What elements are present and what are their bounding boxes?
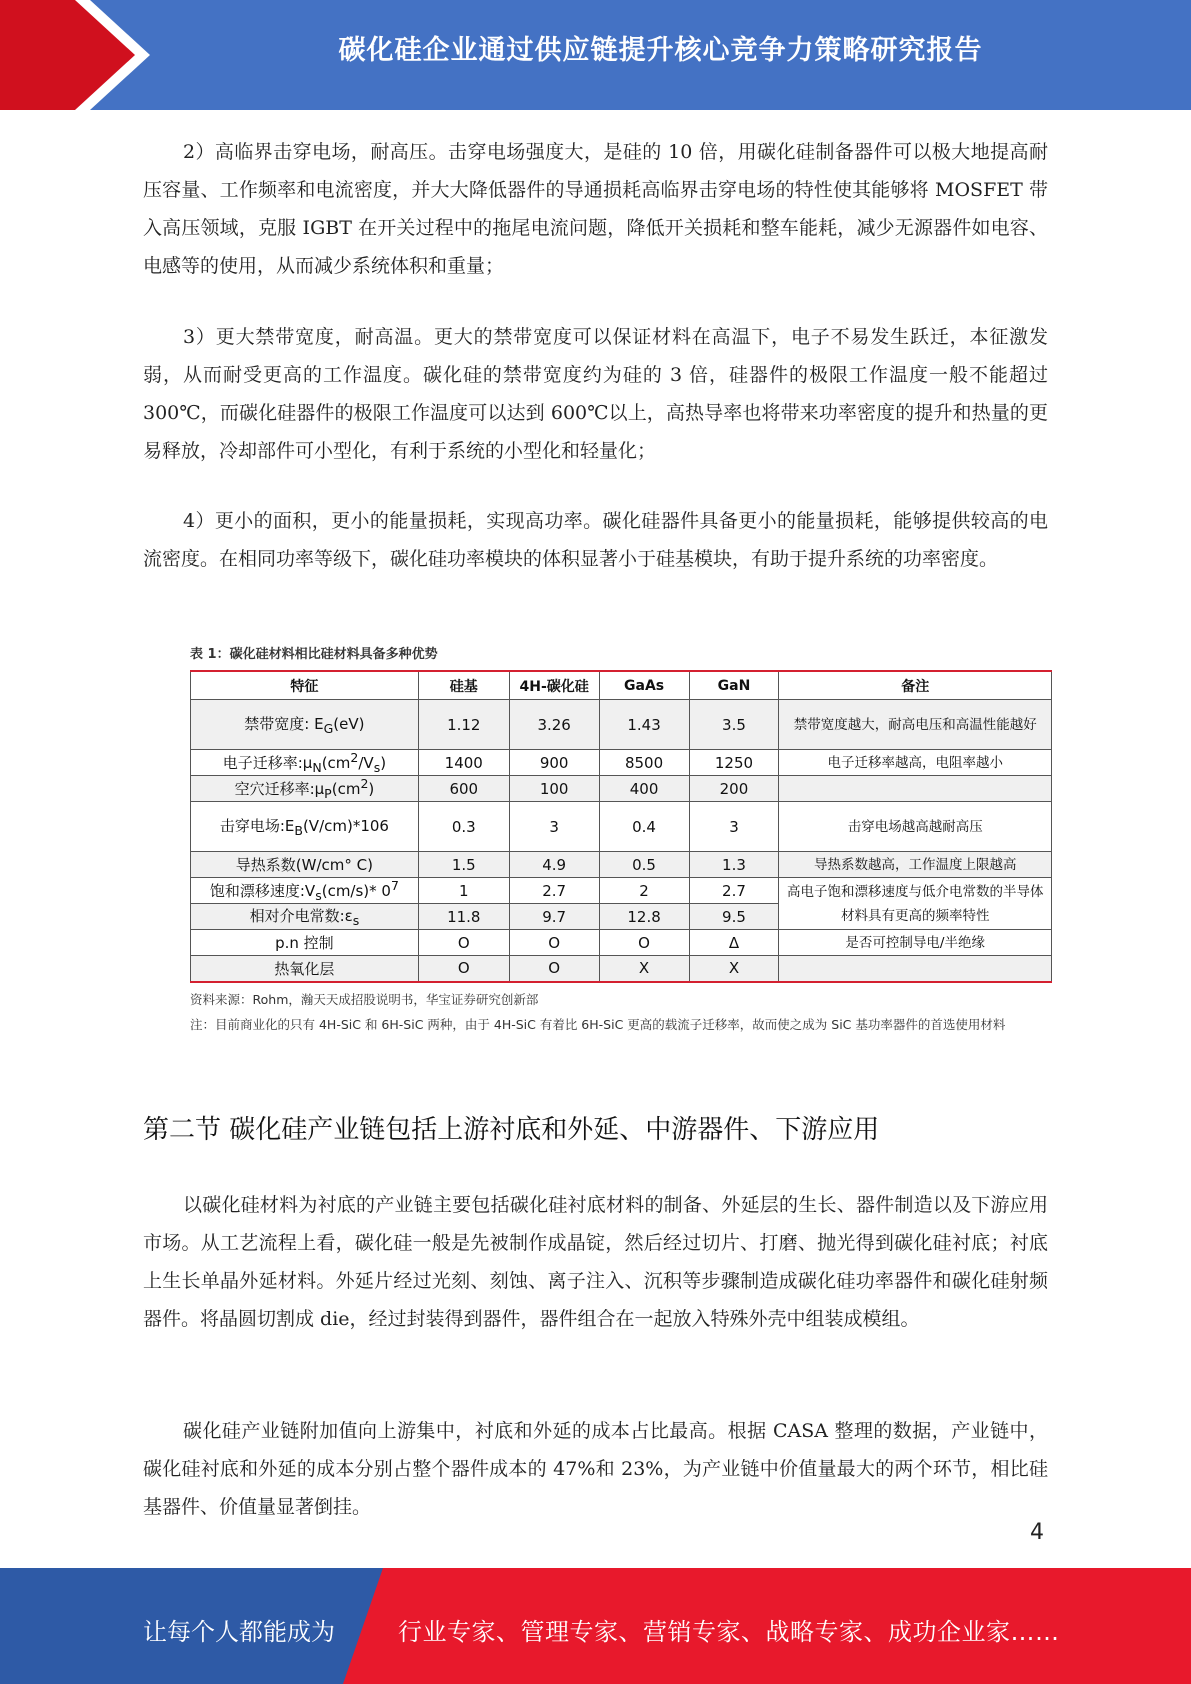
cell-note: 高电子饱和漂移速度与低介电常数的半导体材料具有更高的频率特性	[779, 878, 1052, 930]
cell-gaas: X	[599, 956, 689, 982]
cell-gan: 3	[689, 802, 779, 852]
header-feature: 特征	[191, 671, 419, 700]
page-footer	[0, 1568, 1191, 1684]
section-heading: 第二节 碳化硅产业链包括上游衬底和外延、中游器件、下游应用	[143, 1115, 880, 1145]
cell-note	[779, 776, 1052, 802]
cell-sic: 4.9	[509, 852, 599, 878]
cell-sic: 100	[509, 776, 599, 802]
cell-note: 电子迁移率越高，电阻率越小	[779, 750, 1052, 776]
cell-si: O	[418, 930, 509, 956]
cell-feature: 禁带宽度: $E_G(eV)$	[191, 700, 419, 750]
cell-note: 击穿电场越高越耐高压	[779, 802, 1052, 852]
header-sic: 4H-碳化硅	[509, 671, 599, 700]
table-row	[191, 930, 1052, 956]
table-row	[191, 700, 1052, 750]
table-caption: 表 1：碳化硅材料相比硅材料具备多种优势	[190, 647, 438, 662]
table-row	[191, 750, 1052, 776]
cell-gaas: O	[599, 930, 689, 956]
cell-note: 是否可控制导电/半绝缘	[779, 930, 1052, 956]
table-row	[191, 956, 1052, 982]
cell-feature: 电子迁移率$:\mu_N(cm^2/V_s)$	[191, 750, 419, 776]
cell-gan: 3.5	[689, 700, 779, 750]
table-footnote: 注：目前商业化的只有 4H-SiC 和 6H-SiC 两种，由于 4H-SiC 有着比 6H-SiC 更高的载流子迁移率，故而使之成为 SiC 基功率器件的首选使用材料	[190, 1016, 1006, 1032]
cell-feature: 相对介电常数$:\varepsilon_s$	[191, 904, 419, 930]
red-arrow-logo-icon	[0, 0, 160, 110]
cell-sic: 3.26	[509, 700, 599, 750]
cell-si: 0.3	[418, 802, 509, 852]
cell-gaas: 1.43	[599, 700, 689, 750]
cell-gaas: 12.8	[599, 904, 689, 930]
cell-feature: p.n 控制	[191, 930, 419, 956]
paragraph-value-distribution: 碳化硅产业链附加值向上游集中，衬底和外延的成本占比最高。根据 CASA 整理的数据，产业链中，碳化硅衬底和外延的成本分别占整个器件成本的 47%和 23%，为产业链中价值量最大的两个环节，相比硅基器件、价值量显著倒挂。	[143, 1420, 1048, 1518]
cell-gan: 200	[689, 776, 779, 802]
cell-si: 1.5	[418, 852, 509, 878]
cell-sic: 9.7	[509, 904, 599, 930]
table-row	[191, 802, 1052, 852]
cell-note: 禁带宽度越大，耐高电压和高温性能越好	[779, 700, 1052, 750]
cell-gaas: 0.5	[599, 852, 689, 878]
cell-si: O	[418, 956, 509, 982]
cell-gaas: 8500	[599, 750, 689, 776]
cell-si: 1.12	[418, 700, 509, 750]
cell-si: 1400	[418, 750, 509, 776]
cell-gaas: 0.4	[599, 802, 689, 852]
paragraph-high-breakdown-field: 2）高临界击穿电场，耐高压。击穿电场强度大，是硅的 10 倍，用碳化硅制备器件可以极大地提高耐压容量、工作频率和电流密度，并大大降低器件的导通损耗高临界击穿电场的特性使其能够将 MOSFET 带入高压领域，克服 IGBT 在开关过程中的拖尾电流问题，降低开关损耗和整车能耗，减少无源器件如电容、电感等的使用，从而减少系统体积和重量；	[143, 141, 1048, 277]
document-title: 碳化硅企业通过供应链提升核心竞争力策略研究报告	[338, 35, 983, 66]
table-row	[191, 776, 1052, 802]
paragraph-small-area: 4）更小的面积，更小的能量损耗，实现高功率。碳化硅器件具备更小的能量损耗，能够提供较高的电流密度。在相同功率等级下，碳化硅功率模块的体积显著小于硅基模块，有助于提升系统的功率密度。	[143, 510, 1048, 570]
cell-gaas: 400	[599, 776, 689, 802]
cell-feature: 热氧化层	[191, 956, 419, 982]
cell-feature: 击穿电场$:E_B(V/cm)*106$	[191, 802, 419, 852]
cell-si: 600	[418, 776, 509, 802]
cell-sic: O	[509, 930, 599, 956]
cell-feature: 导热系数(W/cm° C)	[191, 852, 419, 878]
cell-sic: 2.7	[509, 878, 599, 904]
cell-gan: X	[689, 956, 779, 982]
cell-feature: 饱和漂移速度$:V_s(cm/s)*$ $0^7$	[191, 878, 419, 904]
comparison-table-figure	[190, 644, 1052, 1037]
header-gan: GaN	[689, 671, 779, 700]
cell-feature: 空穴迁移率$:\mu_P(cm^2)$	[191, 776, 419, 802]
cell-sic: 3	[509, 802, 599, 852]
page-number: 4	[1030, 1520, 1044, 1545]
table-source: 资料来源：Rohm，瀚天天成招股说明书，华宝证券研究创新部	[190, 991, 539, 1007]
page-header	[0, 0, 1191, 110]
cell-si: 11.8	[418, 904, 509, 930]
cell-note	[779, 956, 1052, 982]
material-comparison-table	[190, 670, 1052, 983]
header-gaas: GaAs	[599, 671, 689, 700]
cell-gan: Δ	[689, 930, 779, 956]
cell-sic: 900	[509, 750, 599, 776]
footer-slogan-right: 行业专家、管理专家、营销专家、战略专家、成功企业家……	[398, 1618, 1060, 1646]
paragraph-industry-chain: 以碳化硅材料为衬底的产业链主要包括碳化硅衬底材料的制备、外延层的生长、器件制造以及下游应用市场。从工艺流程上看，碳化硅一般是先被制作成晶锭，然后经过切片、打磨、抛光得到碳化硅衬底；衬底上生长单晶外延材料。外延片经过光刻、刻蚀、离子注入、沉积等步骤制造成碳化硅功率器件和碳化硅射频器件。将晶圆切割成 die，经过封装得到器件，器件组合在一起放入特殊外壳中组装成模组。	[143, 1194, 1048, 1330]
footer-slogan-left: 让每个人都能成为	[143, 1618, 335, 1646]
paragraph-wide-bandgap: 3）更大禁带宽度，耐高温。更大的禁带宽度可以保证材料在高温下，电子不易发生跃迁，本征激发弱，从而耐受更高的工作温度。碳化硅的禁带宽度约为硅的 3 倍，硅器件的极限工作温度一般不能超过 300℃，而碳化硅器件的极限工作温度可以达到 600℃以上，高热导率也将带来功率密度的提升和热量的更易释放，冷却部件可小型化，有利于系统的小型化和轻量化；	[143, 326, 1048, 462]
cell-gan: 1250	[689, 750, 779, 776]
cell-gaas: 2	[599, 878, 689, 904]
table-row	[191, 852, 1052, 878]
cell-gan: 2.7	[689, 878, 779, 904]
cell-note: 导热系数越高，工作温度上限越高	[779, 852, 1052, 878]
cell-si: 1	[418, 878, 509, 904]
cell-gan: 1.3	[689, 852, 779, 878]
header-note: 备注	[779, 671, 1052, 700]
table-row	[191, 878, 1052, 904]
cell-sic: O	[509, 956, 599, 982]
cell-gan: 9.5	[689, 904, 779, 930]
table-header-row	[191, 671, 1052, 700]
header-si: 硅基	[418, 671, 509, 700]
